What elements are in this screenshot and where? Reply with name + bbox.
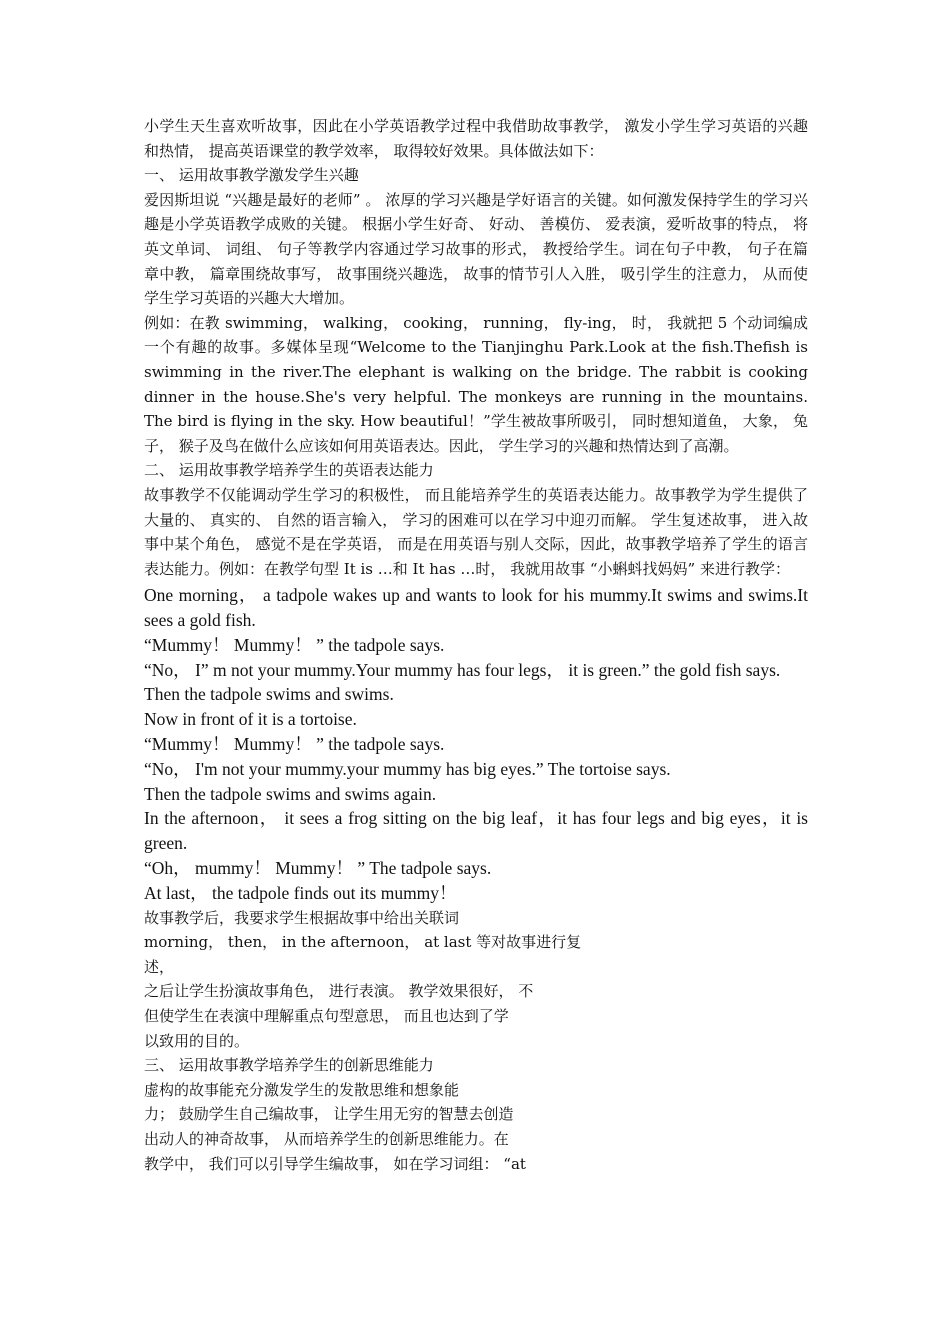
section-1-paragraph-1: 爱因斯坦说 “兴趣是最好的老师” 。 浓厚的学习兴趣是学好语言的关键。如何激发保持学生的学习兴趣是小学英语教学成败的关键。 根据小学生好奇、 好动、 善模仿、 爱表演，爱听故事的特点， 将英文单词、 词组、 句子等教学内容通过学习故事的形式， 教授给学生。词在句子中教， 句子在篇章中教， 篇章围绕故事写， 故事围绕兴趣选， 故事的情节引人入胜， 吸引学生的注意力， 从而使学生学习英语的兴趣大大增加。 [144, 190, 808, 308]
section-3-heading: 三、 运用故事教学培养学生的创新思维能力 [144, 1056, 434, 1075]
story-line: In the afternoon， it sees a frog sitting on the big leaf，it has four legs and big eyes，it is green. [144, 808, 808, 854]
text-line: 以致用的目的。 [144, 1031, 250, 1050]
story-block [144, 583, 808, 905]
story-line: “Mummy！ Mummy！ ” the tadpole says. [144, 634, 445, 655]
story-line: “No， I” m not your mummy.Your mummy has four legs， it is green.” the gold fish says. [144, 659, 781, 680]
story-line: Now in front of it is a tortoise. [144, 709, 357, 730]
section-2-heading: 二、 运用故事教学培养学生的英语表达能力 [144, 461, 434, 480]
text-line: 故事教学后，我要求学生根据故事中给出关联词 [144, 908, 460, 927]
story-line: Then the tadpole swims and swims again. [144, 783, 437, 804]
intro-paragraph: 小学生天生喜欢听故事，因此在小学英语教学过程中我借助故事教学， 激发小学生学习英语的兴趣和热情， 提高英语课堂的教学效率， 取得较好效果。具体做法如下： [144, 117, 808, 160]
section-1-paragraph-2: 例如：在教 swimming， walking， cooking， running， fly-ing， 时， 我就把 5 个动词编成一个有趣的故事。多媒体呈现“Welcome to the Tianjinghu Park.Look at the fish.Thefish is swimming in the river.The elephant is walking on the bridge. The rabbit is cooking dinner in the house.She's very helpful. The monkeys are running in the mountains. The bird is flying in the sky. How beautiful！”学生被故事所吸引， 同时想知道鱼， 大象， 兔子， 猴子及鸟在做什么应该如何用英语表达。因此， 学生学习的兴趣和热情达到了高潮。 [144, 313, 808, 455]
text-line: 力； 鼓励学生自己编故事， 让学生用无穷的智慧去创造 [144, 1105, 514, 1124]
text-line: 教学中， 我们可以引导学生编故事， 如在学习词组： “at [144, 1154, 526, 1173]
text-line: 虚构的故事能充分激发学生的发散思维和想象能 [144, 1080, 460, 1099]
text-line: 之后让学生扮演故事角色， 进行表演。 教学效果很好， 不 [144, 982, 534, 1001]
section-1-heading: 一、 运用故事教学激发学生兴趣 [144, 166, 359, 185]
story-line: “Oh， mummy！ Mummy！ ” The tadpole says. [144, 858, 492, 879]
section-2-after-block [144, 906, 808, 1054]
story-line: At last， the tadpole finds out its mummy！ [144, 882, 457, 903]
story-line: “No， I'm not your mummy.your mummy has big eyes.” The tortoise says. [144, 758, 671, 779]
text-line: 出动人的神奇故事， 从而培养学生的创新思维能力。在 [144, 1129, 509, 1148]
document-body [144, 114, 808, 1176]
section-3-block [144, 1078, 808, 1176]
story-line: “Mummy！ Mummy！ ” the tadpole says. [144, 734, 445, 755]
section-2-paragraph-1: 故事教学不仅能调动学生学习的积极性， 而且能培养学生的英语表达能力。故事教学为学生提供了大量的、 真实的、 自然的语言输入， 学习的困难可以在学习中迎刃而解。 学生复述故事， 进入故事中某个角色， 感觉不是在学英语， 而是在用英语与别人交际，因此，故事教学培养了学生的语言表达能力。例如：在教学句型 It is …和 It has …时， 我就用故事 “小蝌蚪找妈妈” 来进行教学： [144, 485, 808, 578]
story-line: Then the tadpole swims and swims. [144, 684, 394, 705]
story-line: One morning， a tadpole wakes up and wants to look for his mummy.It swims and swims.It sees a gold fish. [144, 585, 808, 631]
text-line: 但使学生在表演中理解重点句型意思， 而且也达到了学 [144, 1007, 509, 1026]
text-line: morning， then， in the afternoon， at last 等对故事进行复述， [144, 933, 582, 976]
